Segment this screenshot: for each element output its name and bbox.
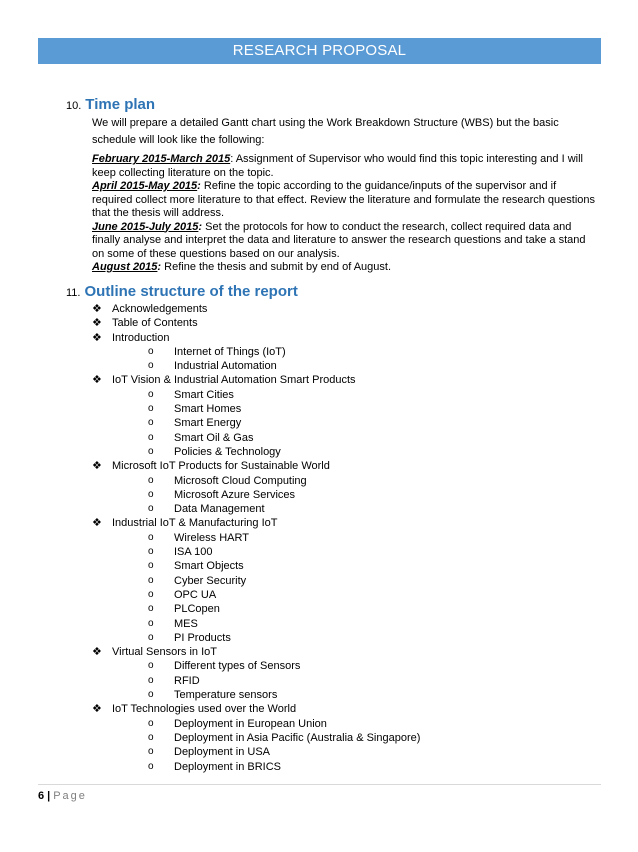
circle-bullet-icon: o bbox=[148, 760, 154, 772]
outline-subitem-label: Deployment in BRICS bbox=[174, 760, 281, 773]
outline-subitem bbox=[92, 688, 420, 702]
outline-item-label: Industrial IoT & Manufacturing IoT bbox=[112, 517, 278, 530]
footer-divider bbox=[38, 784, 601, 785]
outline-subitem-label: PLCopen bbox=[174, 603, 220, 616]
schedule-entry bbox=[92, 180, 597, 221]
circle-bullet-icon: o bbox=[148, 588, 154, 600]
schedule-text: Refine the thesis and submit by end of August. bbox=[161, 261, 392, 273]
schedule-sep: : bbox=[198, 220, 203, 233]
outline-subitem bbox=[92, 431, 420, 445]
outline-subitem-label: OPC UA bbox=[174, 588, 217, 601]
outline-subitem-label: Microsoft Azure Services bbox=[174, 488, 296, 501]
outline-subitem bbox=[92, 617, 420, 631]
outline-subitem-label: Policies & Technology bbox=[174, 445, 281, 458]
outline-subitem-label: ISA 100 bbox=[174, 546, 213, 559]
diamond-bullet-icon: ❖ bbox=[92, 302, 102, 315]
outline-subitem-label: Smart Homes bbox=[174, 403, 242, 416]
outline-subitem bbox=[92, 488, 420, 502]
footer-page-word: Page bbox=[53, 790, 87, 802]
schedule-period: April 2015-May 2015 bbox=[92, 180, 198, 192]
outline-subitem-label: Microsoft Cloud Computing bbox=[174, 474, 307, 487]
outline-subitem bbox=[92, 416, 420, 430]
outline-items bbox=[92, 302, 420, 774]
section-outline-heading bbox=[66, 283, 298, 300]
outline-subitem bbox=[92, 674, 420, 688]
diamond-bullet-icon: ❖ bbox=[92, 330, 102, 344]
schedule-period: February 2015-March 2015 bbox=[92, 153, 231, 165]
outline-subitem-label: Deployment in USA bbox=[174, 746, 270, 759]
outline-subitem bbox=[92, 588, 420, 602]
circle-bullet-icon: o bbox=[148, 474, 154, 486]
circle-bullet-icon: o bbox=[148, 617, 154, 629]
circle-bullet-icon: o bbox=[148, 746, 154, 758]
circle-bullet-icon: o bbox=[148, 731, 154, 743]
outline-list bbox=[92, 302, 420, 774]
circle-bullet-icon: o bbox=[148, 388, 154, 400]
circle-bullet-icon: o bbox=[148, 660, 154, 672]
outline-subitem bbox=[92, 717, 420, 731]
outline-subitem-label: Smart Energy bbox=[174, 417, 242, 430]
circle-bullet-icon: o bbox=[148, 488, 154, 500]
circle-bullet-icon: o bbox=[148, 360, 154, 372]
schedule-sep: : bbox=[157, 261, 162, 273]
outline-subitem bbox=[92, 531, 420, 545]
outline-subitem-label: PI Products bbox=[174, 631, 231, 644]
outline-subitem bbox=[92, 760, 420, 774]
circle-bullet-icon: o bbox=[148, 403, 154, 415]
outline-subitem-label: Internet of Things (IoT) bbox=[174, 345, 286, 358]
diamond-bullet-icon: ❖ bbox=[92, 459, 102, 473]
circle-bullet-icon: o bbox=[148, 603, 154, 615]
document-title: RESEARCH PROPOSAL bbox=[232, 42, 407, 59]
outline-subitem bbox=[92, 345, 420, 359]
outline-item-label: Acknowledgements bbox=[112, 303, 208, 315]
circle-bullet-icon: o bbox=[148, 689, 154, 701]
outline-subitem-label: Industrial Automation bbox=[174, 360, 277, 373]
diamond-bullet-icon: ❖ bbox=[92, 373, 102, 387]
outline-subitem bbox=[92, 631, 420, 645]
outline-subitem bbox=[92, 474, 420, 488]
outline-subitem-label: Deployment in Asia Pacific (Australia & Singapore) bbox=[174, 731, 421, 744]
schedule-entry bbox=[92, 153, 597, 180]
outline-subitem bbox=[92, 359, 420, 373]
outline-subitem bbox=[92, 659, 420, 673]
schedule-block bbox=[92, 153, 597, 275]
section-title: Time plan bbox=[85, 96, 156, 113]
time-plan-intro: We will prepare a detailed Gantt chart using the Work Breakdown Structure (WBS) but the basic schedule will look like the following: bbox=[92, 117, 559, 146]
schedule-text: Set the protocols for how to conduct the research, collect required data and finally analyse and interpret the data and literature to answer the research questions and take a stand on some of these questions based on our analysis. bbox=[92, 220, 586, 260]
circle-bullet-icon: o bbox=[148, 560, 154, 572]
outline-subitem-label: Cyber Security bbox=[174, 574, 247, 587]
outline-item bbox=[92, 702, 420, 716]
diamond-bullet-icon: ❖ bbox=[92, 645, 102, 659]
section-number: 10. bbox=[66, 100, 82, 112]
outline-subitem bbox=[92, 402, 420, 416]
circle-bullet-icon: o bbox=[148, 574, 154, 586]
outline-item bbox=[92, 373, 420, 387]
section-title: Outline structure of the report bbox=[84, 283, 298, 300]
schedule-sep: : bbox=[230, 153, 234, 165]
section-time-plan-heading bbox=[66, 96, 155, 113]
outline-subitem-label: Smart Objects bbox=[174, 560, 244, 573]
schedule-sep: : bbox=[197, 180, 201, 192]
outline-item-label: Introduction bbox=[112, 331, 170, 344]
outline-subitem-label: Data Management bbox=[174, 503, 265, 516]
outline-subitem bbox=[92, 602, 420, 616]
outline-item-label: IoT Technologies used over the World bbox=[112, 703, 297, 716]
schedule-period: August 2015 bbox=[92, 261, 158, 273]
schedule-period: June 2015-July 2015 bbox=[92, 220, 199, 233]
circle-bullet-icon: o bbox=[148, 431, 154, 443]
outline-subitem-label: Different types of Sensors bbox=[174, 660, 301, 673]
outline-item-label: Microsoft IoT Products for Sustainable World bbox=[112, 460, 330, 473]
outline-subitem bbox=[92, 574, 420, 588]
document-header-banner bbox=[38, 38, 601, 64]
outline-item bbox=[92, 516, 420, 530]
outline-subitem bbox=[92, 388, 420, 402]
schedule-entry bbox=[92, 261, 597, 275]
outline-subitem-label: Smart Cities bbox=[174, 388, 234, 401]
outline-subitem bbox=[92, 445, 420, 459]
diamond-bullet-icon: ❖ bbox=[92, 516, 102, 530]
outline-item-label: IoT Vision & Industrial Automation Smart Products bbox=[112, 374, 356, 387]
outline-item-label: Virtual Sensors in IoT bbox=[112, 646, 217, 659]
circle-bullet-icon: o bbox=[148, 417, 154, 429]
circle-bullet-icon: o bbox=[148, 445, 154, 457]
outline-subitem-label: RFID bbox=[174, 674, 200, 687]
circle-bullet-icon: o bbox=[148, 717, 154, 729]
outline-subitem bbox=[92, 545, 420, 559]
circle-bullet-icon: o bbox=[148, 631, 154, 643]
outline-item bbox=[92, 331, 420, 345]
circle-bullet-icon: o bbox=[148, 546, 154, 558]
circle-bullet-icon: o bbox=[148, 531, 154, 543]
section-number: 11. bbox=[66, 287, 81, 299]
outline-subitem bbox=[92, 502, 420, 516]
circle-bullet-icon: o bbox=[148, 674, 154, 686]
schedule-text: Refine the topic according to the guidance/inputs of the supervisor and if required collect more literature to that effect. Review the literature and formulate the research questions that the thesis will address. bbox=[92, 180, 596, 219]
schedule-entry bbox=[92, 221, 597, 262]
page-number: 6 bbox=[38, 790, 45, 802]
outline-subitem-label: Smart Oil & Gas bbox=[174, 431, 254, 444]
outline-item-label: Table of Contents bbox=[112, 317, 198, 330]
outline-subitem-label: Deployment in European Union bbox=[174, 717, 327, 730]
outline-item bbox=[92, 645, 420, 659]
outline-subitem bbox=[92, 745, 420, 759]
diamond-bullet-icon: ❖ bbox=[92, 702, 102, 716]
outline-subitem-label: MES bbox=[174, 617, 198, 630]
circle-bullet-icon: o bbox=[148, 345, 154, 357]
outline-item bbox=[92, 302, 420, 316]
outline-item bbox=[92, 316, 420, 330]
page-footer bbox=[38, 790, 87, 802]
diamond-bullet-icon: ❖ bbox=[92, 316, 102, 330]
outline-subitem-label: Wireless HART bbox=[174, 531, 249, 544]
schedule-text: Assignment of Supervisor who would find this topic interesting and I will keep collecting literature on the topic. bbox=[92, 153, 583, 179]
outline-subitem-label: Temperature sensors bbox=[174, 689, 278, 702]
circle-bullet-icon: o bbox=[148, 503, 154, 515]
outline-subitem bbox=[92, 731, 420, 745]
outline-subitem bbox=[92, 559, 420, 573]
footer-separator: | bbox=[47, 790, 51, 802]
outline-item bbox=[92, 459, 420, 473]
